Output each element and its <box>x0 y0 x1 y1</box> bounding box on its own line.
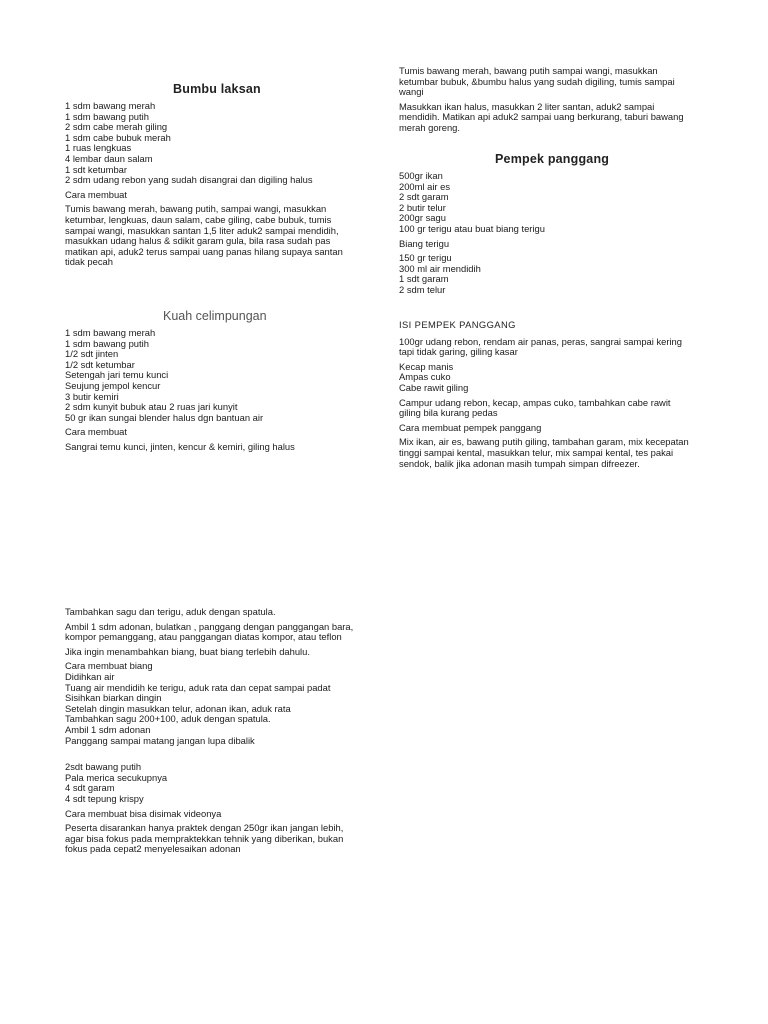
method-label: Cara membuat pempek panggang <box>399 421 542 433</box>
ingredient-line: 100 gr terigu atau buat biang terigu <box>399 222 545 234</box>
paragraph-line: 100gr udang rebon, rendam air panas, peras, sangrai sampai kering <box>399 335 682 347</box>
method-line: sendok, balik jika adonan masih tumpah simpan difreezer. <box>399 457 640 469</box>
list-item: 4 sdt tepung krispy <box>65 792 144 804</box>
paragraph-line: merah goreng. <box>399 121 460 133</box>
ingredient-line: 2 sdm udang rebon yang sudah disangrai dan digiling halus <box>65 174 313 186</box>
paragraph-line: Tambahkan sagu dan terigu, aduk dengan spatula. <box>65 606 276 617</box>
paragraph-line: kompor pemanggang, atau panggangan diatas kompor, atau teflon <box>65 631 342 643</box>
ingredient-line: 3 butir kemiri <box>65 390 119 402</box>
method-line: matikan api, aduk2 terus sampai uang panas hilang supaya santan <box>65 245 343 257</box>
paragraph-line: mendidih. Matikan api aduk2 sampai uang berkurang, taburi bawang <box>399 111 684 123</box>
bumbu-laksan-method <box>65 204 365 268</box>
step-line: Tuang air mendidih ke terigu, aduk rata dan cepat sampai padat <box>65 681 331 693</box>
bottom-list <box>65 762 385 804</box>
method-line: tidak pecah <box>65 256 113 268</box>
method-line: sampai wangi, masukkan santan 1,5 liter aduk2 sampai mendidih, <box>65 224 339 236</box>
biang-steps <box>65 661 385 746</box>
method-line: masukkan udang halus & sdikit garam gula, bila rasa sudah pas <box>65 235 331 247</box>
paragraph-line: Masukkan ikan halus, masukkan 2 liter santan, aduk2 sampai <box>399 100 655 112</box>
kuah-celimpungan-section <box>65 309 365 453</box>
list-item: 4 sdt garam <box>65 782 115 794</box>
isi-pempek-title: ISI PEMPEK PANGGANG <box>399 319 516 330</box>
step-line: Cara membuat biang <box>65 660 153 672</box>
ingredient-line: 1/2 sdt ketumbar <box>65 358 135 370</box>
method-line: ketumbar, lengkuas, daun salam, cabe giling, cabe bubuk, tumis <box>65 213 332 225</box>
step-line: Setelah dingin masukkan telur, adonan ikan, aduk rata <box>65 702 291 714</box>
paragraph-line: Jika ingin menambahkan biang, buat biang terlebih dahulu. <box>65 645 310 657</box>
list-item: Ampas cuko <box>399 371 451 383</box>
biang-label: Biang terigu <box>399 237 450 249</box>
paragraph-line: giling bila kurang pedas <box>399 407 498 419</box>
right-top-paragraph <box>399 102 719 134</box>
ingredient-line: Seujung jempol kencur <box>65 379 161 391</box>
ingredient-line: 150 gr terigu <box>399 252 452 264</box>
step-line: Sisihkan biarkan dingin <box>65 692 162 704</box>
paragraph-line: tapi tidak garing, giling kasar <box>399 346 518 358</box>
isi-pempek-paragraph <box>399 398 719 419</box>
ingredient-line: Setengah jari temu kunci <box>65 369 169 381</box>
paragraph-line: agar bisa fokus pada mempraktekkan tehnik yang diberikan, bukan <box>65 832 344 844</box>
bottom-paragraph <box>65 622 385 643</box>
kuah-celimpungan-title: Kuah celimpungan <box>163 309 267 323</box>
step-line: Didihkan air <box>65 670 115 682</box>
ingredient-line: 500gr ikan <box>399 170 443 181</box>
method-line: Tumis bawang merah, bawang putih, sampai wangi, masukkan <box>65 203 327 215</box>
ingredient-line: 1 sdm bawang merah <box>65 327 156 338</box>
list-item: 2sdt bawang putih <box>65 761 142 773</box>
participant-note <box>65 823 385 855</box>
paragraph-line: ketumbar bubuk, &bumbu halus yang sudah digiling, tumis sampai <box>399 75 675 87</box>
right-top-paragraph <box>399 66 719 98</box>
isi-pempek-paragraph <box>399 337 719 358</box>
pempek-ingredients <box>399 171 719 235</box>
isi-pempek-method <box>399 437 719 469</box>
ingredient-line: 4 lembar daun salam <box>65 152 153 164</box>
method-label: Cara membuat <box>65 426 128 438</box>
paragraph-line: Campur udang rebon, kecap, ampas cuko, tambahkan cabe rawit <box>399 396 671 408</box>
list-item: Pala merica secukupnya <box>65 771 168 783</box>
paragraph-line: fokus pada cepat2 menyelesaikan adonan <box>65 843 241 855</box>
method-label: Cara membuat <box>65 188 128 200</box>
paragraph-line: wangi <box>399 86 424 98</box>
paragraph-line: Ambil 1 sdm adonan, bulatkan , panggang dengan panggangan bara, <box>65 620 354 632</box>
ingredient-line: 200gr sagu <box>399 212 446 224</box>
ingredient-line: 1/2 sdt jinten <box>65 348 119 360</box>
ingredient-line: 2 butir telur <box>399 201 446 213</box>
paragraph-line: Peserta disarankan hanya praktek dengan 250gr ikan jangan lebih, <box>65 822 344 834</box>
ingredient-line: 200ml air es <box>399 180 451 192</box>
bumbu-laksan-title: Bumbu laksan <box>173 82 261 96</box>
bottom-section <box>65 607 385 855</box>
method-line: tinggi sampai kental, masukkan telur, mix sampai kental, tes pakai <box>399 446 674 458</box>
pempek-panggang-title: Pempek panggang <box>495 152 610 166</box>
kuah-celimpungan-ingredients <box>65 328 365 423</box>
ingredient-line: 1 sdm bawang merah <box>65 100 156 111</box>
method-line: Mix ikan, air es, bawang putih giling, tambahan garam, mix kecepatan <box>399 436 689 448</box>
ingredient-line: 1 sdm bawang putih <box>65 110 149 122</box>
step-line: Ambil 1 sdm adonan <box>65 723 151 735</box>
bumbu-laksan-section <box>65 82 365 268</box>
ingredient-line: 1 sdm bawang putih <box>65 337 149 349</box>
ingredient-line: 1 sdt garam <box>399 273 449 285</box>
pempek-panggang-section <box>399 152 719 296</box>
ingredient-line: 2 sdm kunyit bubuk atau 2 ruas jari kunyit <box>65 401 238 413</box>
ingredient-line: 1 sdm cabe bubuk merah <box>65 131 171 143</box>
biang-ingredients <box>399 253 719 295</box>
paragraph-line: Tumis bawang merah, bawang putih sampai wangi, masukkan <box>399 65 658 76</box>
method-line: Sangrai temu kunci, jinten, kencur & kemiri, giling halus <box>65 440 295 452</box>
step-line: Panggang sampai matang jangan lupa dibalik <box>65 734 255 746</box>
list-item: Kecap manis <box>399 360 454 372</box>
ingredient-line: 300 ml air mendidih <box>399 262 481 274</box>
right-top-section <box>399 66 719 134</box>
video-note: Cara membuat bisa disimak videonya <box>65 807 222 819</box>
isi-pempek-section <box>399 320 719 469</box>
step-line: Tambahkan sagu 200+100, aduk dengan spatula. <box>65 713 271 725</box>
ingredient-line: 2 sdm telur <box>399 283 446 295</box>
ingredient-line: 2 sdt garam <box>399 191 449 203</box>
ingredient-line: 1 sdt ketumbar <box>65 163 128 175</box>
ingredient-line: 2 sdm cabe merah giling <box>65 121 168 133</box>
list-item: Cabe rawit giling <box>399 381 469 393</box>
ingredient-line: 1 ruas lengkuas <box>65 142 132 154</box>
ingredient-line: 50 gr ikan sungai blender halus dgn bantuan air <box>65 411 264 423</box>
bumbu-laksan-ingredients <box>65 101 365 186</box>
isi-pempek-list <box>399 362 719 394</box>
